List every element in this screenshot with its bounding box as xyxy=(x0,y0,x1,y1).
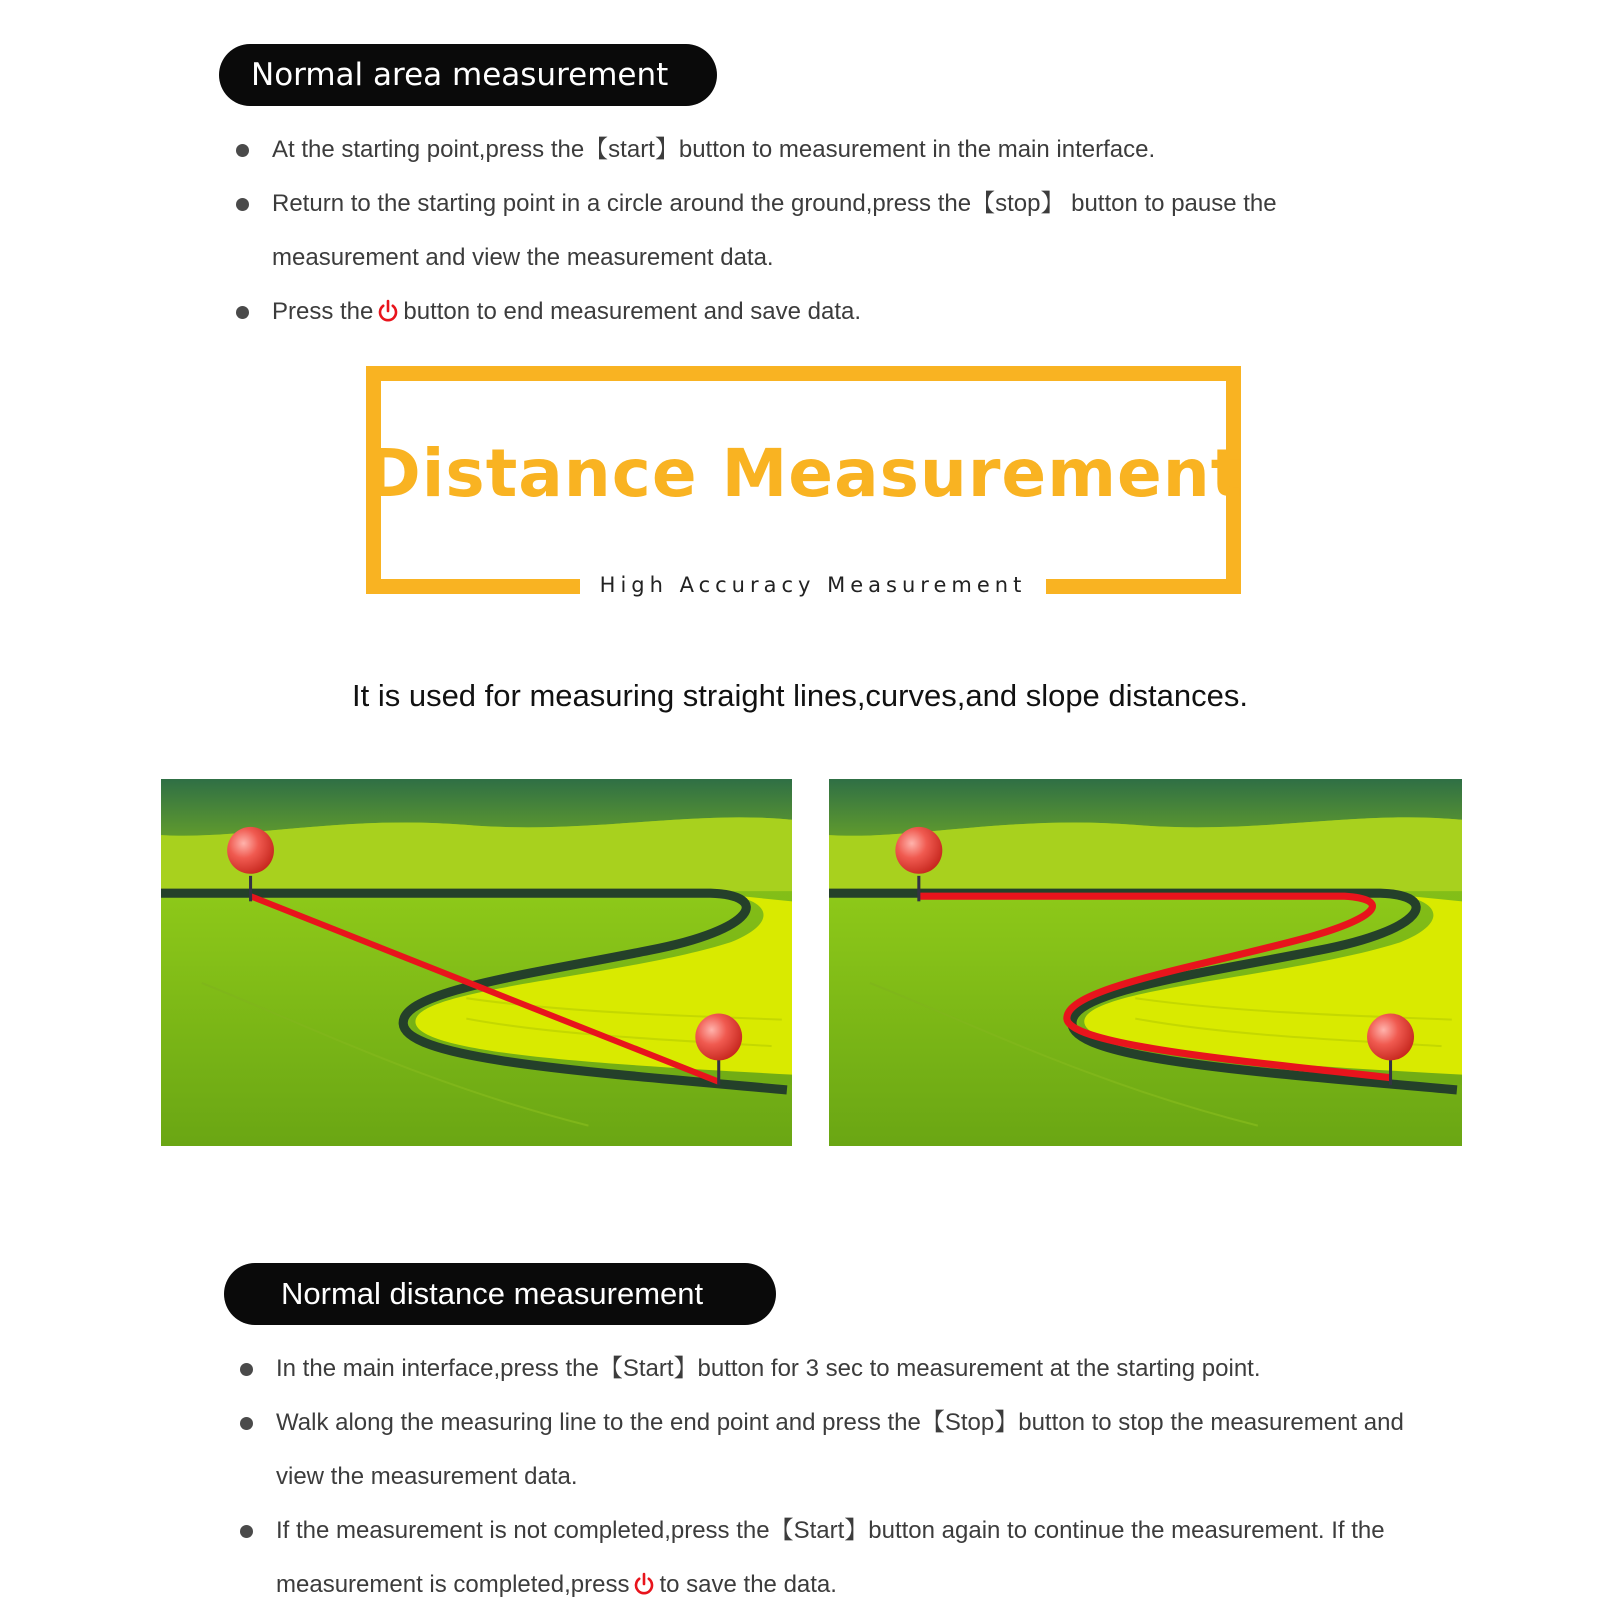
distance-steps-list xyxy=(240,1342,1420,1612)
step-text: button to end measurement and save data. xyxy=(403,298,862,325)
start-pin xyxy=(895,827,942,874)
end-pin xyxy=(695,1013,742,1060)
curve-line-illustration xyxy=(829,779,1462,1146)
list-item xyxy=(240,1504,1406,1612)
banner-title: Distance Measurement xyxy=(366,435,1244,512)
list-item: At the starting point,press the【start】button to measurement in the main interface. xyxy=(236,123,1386,177)
power-icon xyxy=(377,299,399,323)
list-item: In the main interface,press the【Start】button for 3 sec to measurement at the starting point. xyxy=(240,1342,1420,1396)
step-text: If the measurement is not completed,press the【Start】button again to continue the measurement. If the measurement is completed,press xyxy=(276,1517,1385,1598)
area-section-title: Normal area measurement xyxy=(219,44,717,106)
tagline: It is used for measuring straight lines,curves,and slope distances. xyxy=(351,678,1248,713)
end-pin xyxy=(1367,1013,1414,1060)
list-item: Return to the starting point in a circle around the ground,press the【stop】 button to pause the measurement and view the measurement data. xyxy=(236,177,1352,285)
distance-section-title: Normal distance measurement xyxy=(224,1263,776,1325)
banner-subtitle: High Accuracy Measurement xyxy=(599,573,1027,597)
step-text: Press the xyxy=(272,298,374,325)
area-steps-list xyxy=(236,123,1386,339)
power-icon xyxy=(633,1572,655,1596)
start-pin xyxy=(227,827,274,874)
straight-line-illustration xyxy=(161,779,792,1146)
step-text: to save the data. xyxy=(659,1571,837,1598)
list-item: Walk along the measuring line to the end point and press the【Stop】button to stop the measurement and view the measurement data. xyxy=(240,1396,1406,1504)
list-item xyxy=(236,285,1386,339)
